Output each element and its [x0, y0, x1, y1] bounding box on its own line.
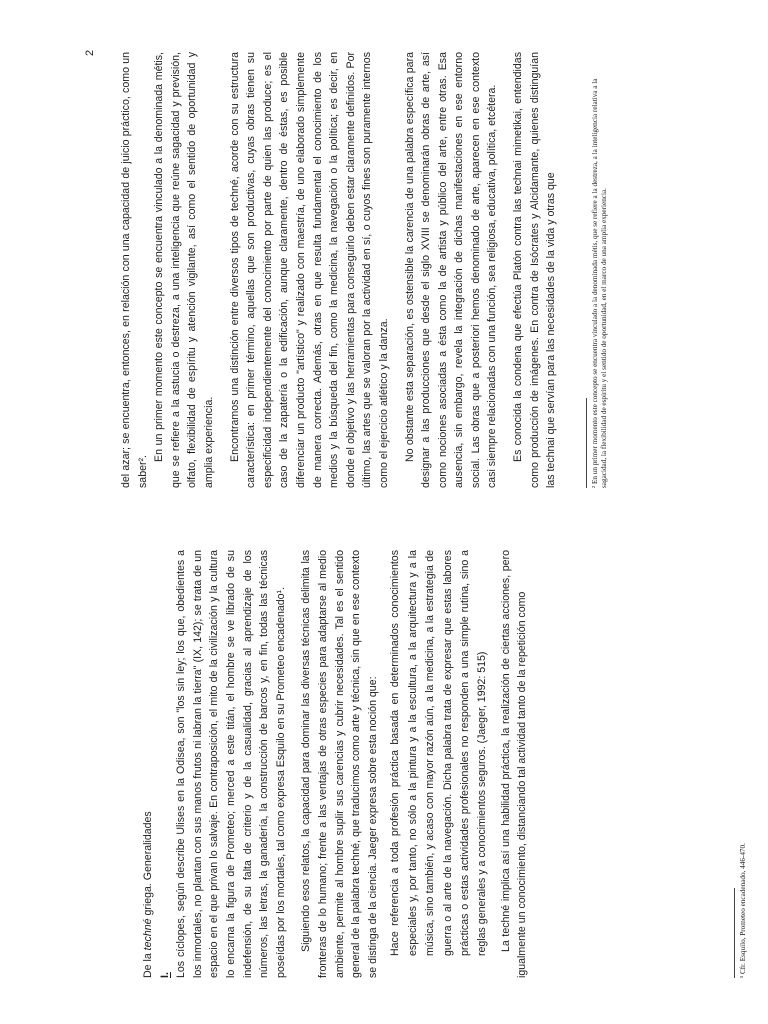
- footnotes-right: [586, 52, 609, 488]
- paragraph: No obstante esta separación, es ostensible la carencia de una palabra específica para designar a las producciones que desde el siglo XVIII se denominarán obras de arte, así como nociones asociadas a ésta como la de artista y público del arte, entre otras. Esa ausencia, sin embargo, revela la integración de dichas manifestaciones en ese entorno social. Las obras que a posteriori hemos denominado de arte, aparecen en ese contexto casi siempre relacionadas con una función, sea religiosa, educativa, política, etcétera.: [403, 52, 499, 488]
- footnotes-left: [734, 550, 748, 978]
- section-numeral: I.: [158, 972, 171, 978]
- paragraph: Encontramos una distinción entre diversos tipos de techné, acorde con su estructura característica: en primer término, aquellas que son productivas, cuyas obras tienen su especificidad independientemente del conocimiento por parte de quien las produce; es el caso de la zapatería o la edificación, aunque claramente, dentro de éstas, es posible diferenciar un producto "artístico" y realizado con maestría, de uno elaborado simplemente de manera correcta. Además, otras en que resulta fundamental el conocimiento de los medios y la búsqueda del fin, como la medicina, la navegación o la política; es decir, en donde el objetivo y las herramientas para conseguirlo deben estar claramente definidos. Por último, las artes que se valoran por la actividad en sí, o cuyos fines son puramente internos como el ejercicio atlético y la danza.: [228, 52, 390, 488]
- block-quote: Hace referencia a toda profesión práctica basada en determinados conocimientos especiales y, por tanto, no sólo a la pintura y a la escultura, a la arquitectura y a la música, sino también, y acaso con mayor razón aún, a la medicina, a la estrategia de guerra o al arte de la navegación. Dicha palabra trata de expresar que estas labores prácticas o estas actividades profesionales no responden a una simple rutina, sino a reglas generales y a conocimientos seguros. (Jaeger, 1992: 515): [389, 550, 489, 956]
- section-title: De la techné griega. Generalidades: [142, 811, 154, 978]
- left-column: [140, 550, 531, 978]
- paragraph: del azar; se encuentra, entonces, en relación con una capacidad de juicio práctico, como un saber².: [120, 52, 149, 488]
- paragraph: Los cíclopes, según describe Ulises en la Odisea, son "los sin ley; los que, obedientes a los inmortales, no plantan con sus manos frutos ni labran la tierra" (IX, 142); se trata de un espacio en el que privan lo salvaje. En contraposición, el mito de la civilización y la cultura lo encarna la figura de Prometeo; merced a este titán, el hombre se ve librado de su indefensión, de su falta de criterio y de la casualidad, gracias al aprendizaje de los números, las letras, la ganadería, la construcción de barcos y, en fin, todas las técnicas poseídas por los mortales, tal como expresa Esquilo en su Prometeo encadenado¹.: [175, 550, 287, 978]
- footnote: ¹ Cfr. Esquilo, Prometeo encadenado, 446-470.: [739, 843, 747, 978]
- paragraph: La techné implica así una habilidad práctica, la realización de ciertas acciones, pero igualmente un conocimiento, distanciando tal actividad tanto de la repetición como: [499, 550, 529, 978]
- page-number: 2: [84, 49, 96, 56]
- footnote: ² En un primer momento este concepto se encuentra vinculado a la denominada métis, que se refiere a la destreza, a la inteligencia relativa a la sagacidad, la flexibilidad de espíritu y el sentido de oportunidad, en el marco de una amplia experiencia.: [591, 78, 608, 488]
- paragraph: Siguiendo esos relatos, la capacidad para dominar las diversas técnicas delimita las fronteras de lo humano; frente a las ventajas de otras especies para adaptarse al medio ambiente, permite al hombre suplir sus carencias y cubrir necesidades. Tal es el sentido general de la palabra techné, que traducimos como arte y técnica, sin que en ese contexto se distinga de la ciencia. Jaeger expresa sobre esta noción que:: [300, 550, 379, 978]
- paragraph: Es conocida la condena que efectúa Platón contra las technai mimetikai, entendidas como producción de imágenes. En contra de Isócrates y Alcidamante, quienes distinguían las technai que servían para las necesidades de la vida y otras que: [512, 52, 558, 488]
- right-column: [118, 52, 560, 488]
- footnote-rule: [734, 888, 735, 978]
- footnote-rule: [586, 398, 587, 488]
- paragraph: En un primer momento este concepto se encuentra vinculado a la denominada métis, que se refiere a la astucia o destreza, a una inteligencia que reúne sagacidad y previsión, olfato, flexibilidad de espíritu y atención vigilante, así como el sentido de oportunidad y amplia experiencia.: [153, 52, 215, 488]
